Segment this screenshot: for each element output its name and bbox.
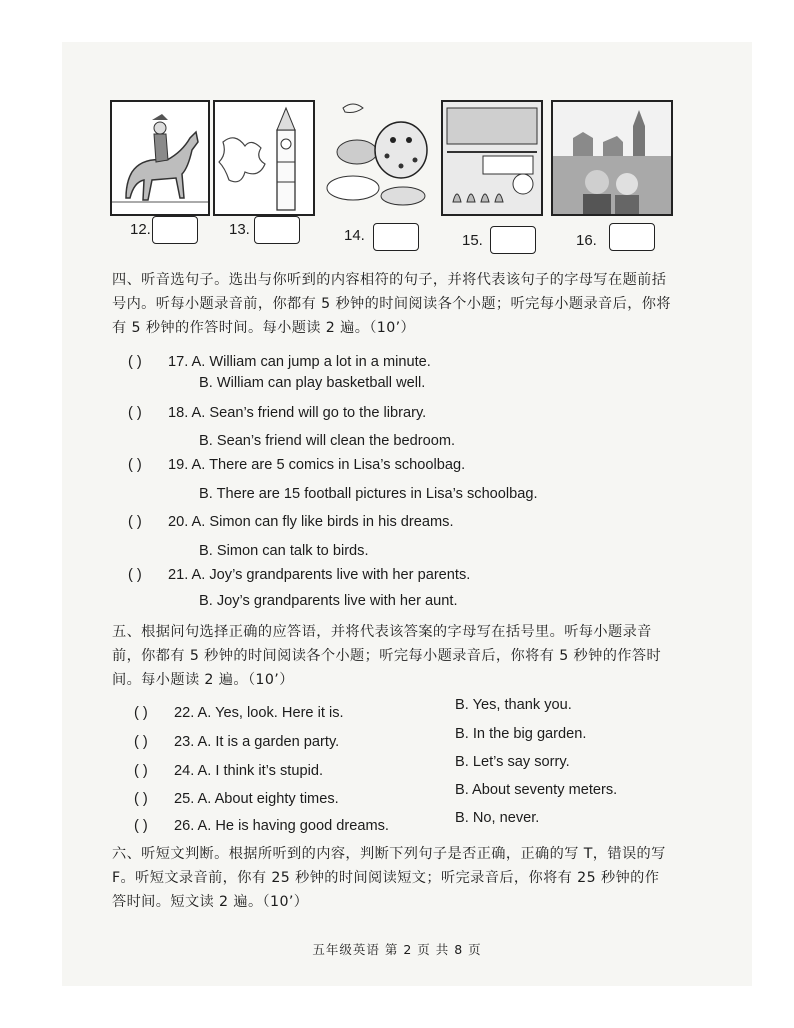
question-21-b: B. Joy’s grandparents live with her aunt. [199,593,458,609]
question-26-a: ( ) 26. A. He is having good dreams. [134,818,389,834]
horse-rider-picture [110,100,210,216]
answer-box-12[interactable] [152,216,198,244]
section-5-heading: 五、根据问句选择正确的应答语，并将代表该答案的字母写在括号里。听每小题录音前，你都有 5 秒钟的时间阅读各个小题；听完每小题录音后，你将有 5 秒钟的作答时间。每小题读 2 遍。（10’） [112,624,662,688]
children-castle-photo [551,100,673,216]
leopard-food-picture [323,100,436,212]
question-19-a: ( ) 19. A. There are 5 comics in Lisa’s schoolbag. [128,457,466,473]
question-18-b: B. Sean’s friend will clean the bedroom. [199,433,456,449]
question-26-b: B. No, never. [455,810,540,826]
answer-box-14[interactable] [373,223,419,251]
question-24-b: B. Let’s say sorry. [455,754,570,770]
section-4-heading: 四、听音选句子。选出与你听到的内容相符的句子，并将代表该句子的字母写在题前括号内。听每小题录音前，你都有 5 秒钟的时间阅读各个小题；听完每小题录音后，你将有 5 秒钟的作答时间。每小题读 2 遍。（10’） [112,272,671,336]
section-6-heading: 六、听短文判断。根据所听到的内容，判断下列句子是否正确，正确的写 T，错误的写 F。听短文录音前，你有 25 秒钟的时间阅读短文；听完录音后，你将有 25 秒钟的作答时间。短文读 2 遍。（10’） [112,846,666,910]
page-footer: 五年级英语 第 2 页 共 8 页 [312,942,482,957]
question-20-a: ( ) 20. A. Simon can fly like birds in his dreams. [128,514,454,530]
question-18-a: ( ) 18. A. Sean’s friend will go to the library. [128,405,427,421]
picture-number-13: 13. [229,221,250,238]
question-17-a: ( ) 17. A. William can jump a lot in a minute. [128,354,431,370]
question-25-a: ( ) 25. A. About eighty times. [134,791,339,807]
picture-number-12: 12. [130,221,151,238]
question-22-b: B. Yes, thank you. [455,697,572,713]
answer-box-13[interactable] [254,216,300,244]
question-24-a: ( ) 24. A. I think it’s stupid. [134,763,323,779]
picture-number-16: 16. [576,232,597,249]
picture-row [110,100,670,218]
london-map-picture [213,100,315,216]
question-23-a: ( ) 23. A. It is a garden party. [134,734,340,750]
picture-number-15: 15. [462,232,483,249]
picture-answer-row [0,216,794,256]
question-22-a: ( ) 22. A. Yes, look. Here it is. [134,705,344,721]
question-25-b: B. About seventy meters. [455,782,618,798]
answer-box-16[interactable] [609,223,655,251]
question-23-b: B. In the big garden. [455,726,587,742]
question-21-a: ( ) 21. A. Joy’s grandparents live with her parents. [128,567,471,583]
kitchen-shelf-picture [441,100,543,216]
picture-number-14: 14. [344,227,365,244]
answer-box-15[interactable] [490,226,536,254]
question-17-b: B. William can play basketball well. [199,375,426,391]
question-20-b: B. Simon can talk to birds. [199,543,369,559]
question-19-b: B. There are 15 football pictures in Lisa’s schoolbag. [199,486,538,502]
